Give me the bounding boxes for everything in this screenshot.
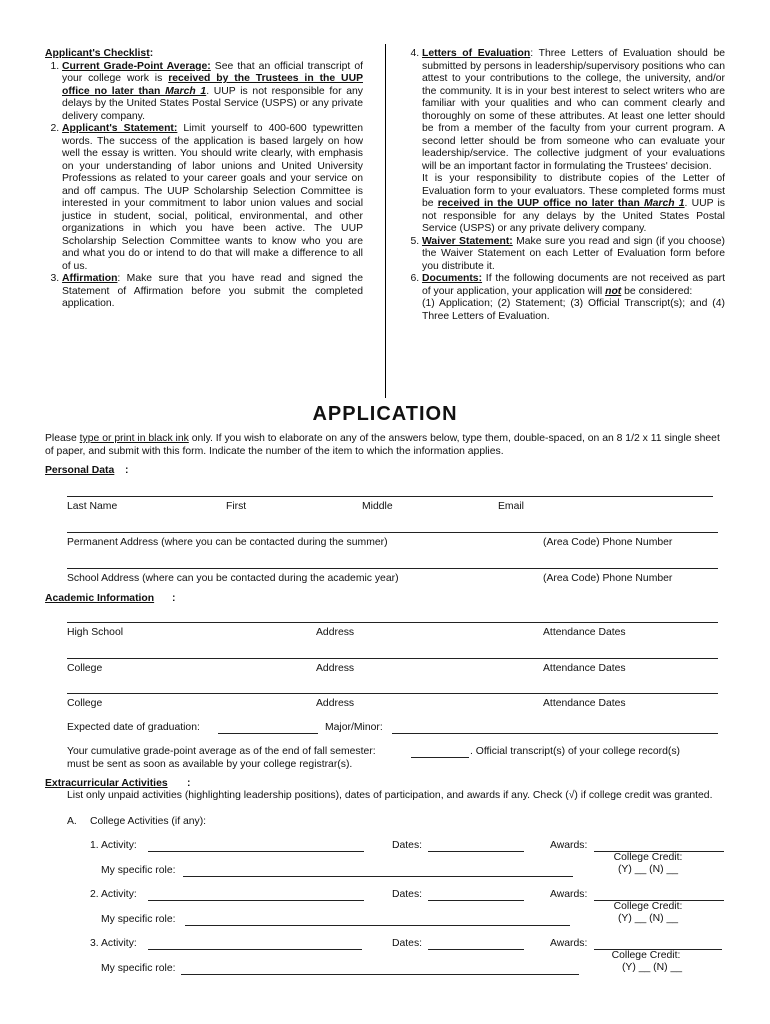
activity-2-awards-label: Awards:	[550, 889, 588, 900]
college-activities-label: College Activities (if any):	[90, 816, 207, 827]
attendance-dates-label-2: Attendance Dates	[543, 663, 626, 674]
personal-data-heading: Personal Data	[45, 465, 115, 476]
activity-2-field[interactable]	[148, 900, 364, 901]
column-divider	[385, 44, 386, 398]
activity-2-role-field[interactable]	[185, 925, 570, 926]
last-name-label: Last Name	[67, 501, 118, 512]
activity-2-label: 2. Activity:	[90, 889, 137, 900]
phone-label-2: (Area Code) Phone Number	[543, 573, 673, 584]
checklist-right-column	[405, 48, 725, 323]
checklist-item-documents: 6. Documents: If the following documents are not received as part of your application, your application will not be considered: (1) Application; (2) Statement; (3) Official Transcript(s); and (4) Three Letters of Evaluation.	[422, 273, 725, 323]
address-label-1: Address	[316, 627, 355, 638]
graduation-date-field[interactable]	[218, 733, 318, 734]
permanent-address-line[interactable]	[67, 532, 718, 533]
checklist-item-letters: 4. Letters of Evaluation: Three Letters of Evaluation should be submitted by persons in leadership/supervisory positions who can attest to your contributions to the college, the university, and/or the community. It is in your best interest to select writers who are familiar with your qualities and who can comment clearly and thoroughly on some of these attributes. At least one letter should be from a member of the faculty from your current program. A second letter should be from someone who can evaluate your leadership/service. The collective judgment of your evaluations will be an important factor in formulating the Trustees' decision. It is your responsibility to distribute copies of the Letter of Evaluation form to your evaluators. These completed forms must be received in the UUP office no later than March 1. UUP is not responsible for any delays by the United States Postal Service (USPS) or any private delivery company.	[422, 48, 725, 236]
activity-1-role-label: My specific role:	[101, 865, 176, 876]
checklist-item-statement: 2. Applicant's Statement: Limit yourself to 400-600 typewritten words. The success of the application is based largely on how well the essay is written. You should write clearly, with emphasis on your understanding of labor unions and United University Professions as related to your career goals and your service on and off campus. The UUP Scholarship Selection Committee is interested in your commitment to labor union values and social justice in student, social, political, environmental, and other organizations in which you have been active. The UUP Scholarship Selection Committee wants to know who you are and what you do or intend to do that will make a difference to all of us.	[62, 123, 363, 273]
activity-3-role-label: My specific role:	[101, 963, 176, 974]
activity-3-label: 3. Activity:	[90, 938, 137, 949]
college-label-1: College	[67, 663, 103, 674]
checklist-item-gpa: 1. Current Grade-Point Average: See that an official transcript of your college work is received by the Trustees in the UUP office no later than March 1. UUP is not responsible for any delays by the United States Postal Service (USPS) or any private delivery company.	[62, 61, 363, 124]
email-label: Email	[498, 501, 524, 512]
school-address-label: School Address (where can you be contacted during the academic year)	[67, 573, 399, 584]
activity-3-dates-label: Dates:	[392, 938, 423, 949]
permanent-address-label: Permanent Address (where you can be contacted during the summer)	[67, 537, 388, 548]
activity-2-role-label: My specific role:	[101, 914, 176, 925]
attendance-dates-label-3: Attendance Dates	[543, 698, 626, 709]
name-line[interactable]	[67, 496, 713, 497]
address-label-3: Address	[316, 698, 355, 709]
address-label-2: Address	[316, 663, 355, 674]
gpa-transcript-note-line2: must be sent as soon as available by your college registrar(s).	[67, 759, 353, 770]
activity-3-role-field[interactable]	[181, 974, 579, 975]
college-line-2[interactable]	[67, 693, 718, 694]
activity-1-credit-label: College Credit:	[613, 852, 683, 863]
high-school-line[interactable]	[67, 622, 718, 623]
college-activities-letter: A.	[67, 816, 77, 827]
activity-3-field[interactable]	[148, 949, 362, 950]
activity-3-dates-field[interactable]	[428, 949, 524, 950]
middle-name-label: Middle	[362, 501, 393, 512]
activity-3-credit-label: College Credit:	[611, 950, 681, 961]
college-line-1[interactable]	[67, 658, 718, 659]
checklist-item-affirmation: 3. Affirmation: Make sure that you have read and signed the Statement of Affirmation before you submit the completed application.	[62, 273, 363, 311]
activity-1-label: 1. Activity:	[90, 840, 137, 851]
gpa-field[interactable]	[411, 757, 469, 758]
first-name-label: First	[226, 501, 247, 512]
activity-1-dates-label: Dates:	[392, 840, 423, 851]
extracurricular-heading: Extracurricular Activities	[45, 778, 168, 789]
activity-2-credit-label: College Credit:	[613, 901, 683, 912]
activity-1-role-field[interactable]	[183, 876, 573, 877]
activity-2-credit-yn[interactable]: (Y) __ (N) __	[617, 913, 679, 924]
checklist-title: Applicant's Checklist:	[45, 48, 154, 59]
checklist-item-waiver: 5. Waiver Statement: Make sure you read and sign (if you choose) the Waiver Statement on each Letter of Evaluation form before you distribute it.	[422, 236, 725, 274]
academic-info-heading: Academic Information	[45, 593, 155, 604]
activity-2-dates-label: Dates:	[392, 889, 423, 900]
activity-1-dates-field[interactable]	[428, 851, 524, 852]
major-minor-label: Major/Minor:	[325, 722, 383, 733]
intro-paragraph: Please type or print in black ink only. If you wish to elaborate on any of the answers below, type them, double-spaced, on an 8 1/2 x 11 single sheet of paper, and submit with this form. Indicate the number of the item to which the information applies.	[45, 433, 720, 457]
gpa-transcript-note: . Official transcript(s) of your college record(s)	[470, 746, 680, 757]
college-label-2: College	[67, 698, 103, 709]
activity-3-credit-yn[interactable]: (Y) __ (N) __	[621, 962, 683, 973]
activity-2-dates-field[interactable]	[428, 900, 524, 901]
major-minor-field[interactable]	[392, 733, 718, 734]
activity-3-awards-label: Awards:	[550, 938, 588, 949]
graduation-date-label: Expected date of graduation:	[67, 722, 200, 733]
gpa-label: Your cumulative grade-point average as of the end of fall semester:	[67, 746, 376, 757]
attendance-dates-label-1: Attendance Dates	[543, 627, 626, 638]
extracurricular-instructions: List only unpaid activities (highlighting leadership positions), dates of participation, and awards if any. Check (√) if college credit was granted.	[67, 790, 713, 801]
phone-label-1: (Area Code) Phone Number	[543, 537, 673, 548]
activity-1-credit-yn[interactable]: (Y) __ (N) __	[617, 864, 679, 875]
application-title: APPLICATION	[312, 403, 458, 425]
activity-1-awards-label: Awards:	[550, 840, 588, 851]
high-school-label: High School	[67, 627, 124, 638]
checklist-left-column	[45, 48, 363, 311]
activity-1-field[interactable]	[148, 851, 364, 852]
school-address-line[interactable]	[67, 568, 718, 569]
